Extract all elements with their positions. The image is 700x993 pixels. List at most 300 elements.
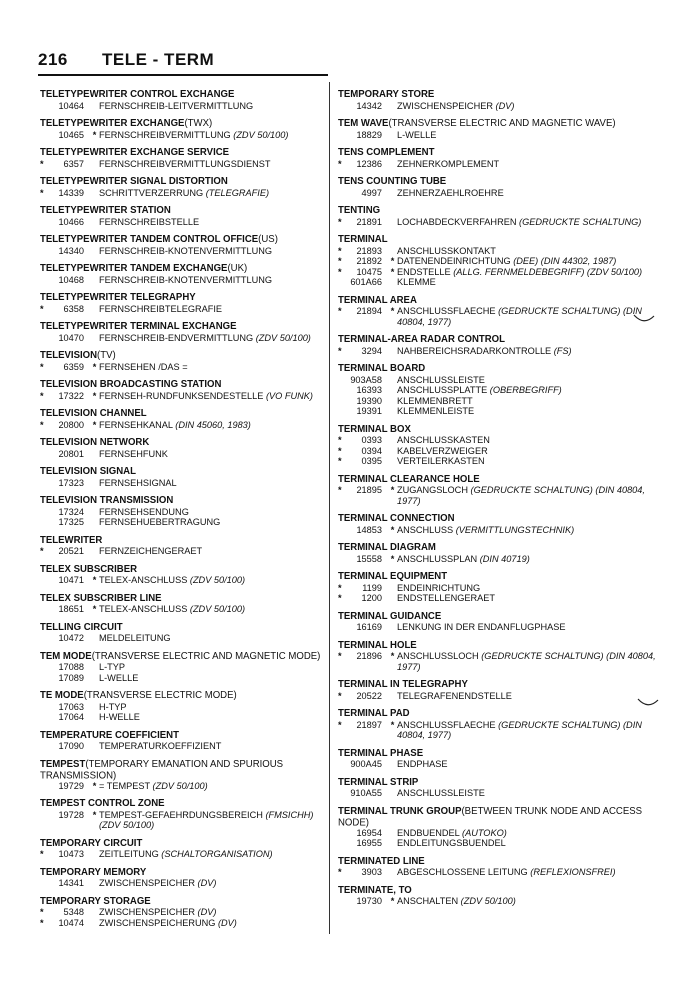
term-number: 10472 xyxy=(58,633,84,643)
headword-text: TELEVISION TRANSMISSION xyxy=(40,494,174,507)
translation-row xyxy=(338,188,660,199)
asterisk-marker xyxy=(388,277,397,288)
entry-headword xyxy=(338,885,660,896)
german-term-text: ANSCHLUSSPLATTE xyxy=(397,385,488,395)
german-term xyxy=(99,275,322,286)
headword-text: TEMPEST xyxy=(40,757,86,770)
star-marker: * xyxy=(338,867,342,877)
translation-row xyxy=(338,554,660,565)
translation-row xyxy=(40,449,322,460)
asterisk-marker xyxy=(90,702,99,713)
german-term xyxy=(99,741,322,752)
translation-row xyxy=(338,691,660,702)
dictionary-entry xyxy=(338,148,660,169)
asterisk-marker: * xyxy=(390,651,395,661)
term-number: 16169 xyxy=(356,622,382,632)
headword-text: TELEVISION BROADCASTING STATION xyxy=(40,378,222,391)
german-term-text: ANSCHLUSSPLAN xyxy=(397,553,478,564)
term-note: (AUTOKO) xyxy=(462,827,507,838)
german-term xyxy=(99,362,322,373)
term-note: (ZDV 50/100) xyxy=(152,780,208,791)
star-marker: * xyxy=(338,245,342,256)
asterisk-marker xyxy=(90,633,99,644)
german-term xyxy=(397,435,660,446)
german-term-text: TEMPEST-GEFAEHRDUNGSBEREICH xyxy=(99,809,263,820)
german-term xyxy=(397,306,660,327)
star-marker: * xyxy=(338,256,342,266)
term-number: 17063 xyxy=(58,701,84,712)
german-term-text: = TEMPEST xyxy=(99,780,150,791)
translation-row xyxy=(40,275,322,286)
term-note: (FMSICHH) (ZDV 50/100) xyxy=(99,809,314,830)
headword-text: TEM MODE xyxy=(40,650,92,662)
headword-text: TEMPORARY STORAGE xyxy=(40,895,151,907)
entry-headword xyxy=(40,293,322,304)
translation-row xyxy=(338,838,660,849)
dictionary-entry xyxy=(40,652,322,684)
term-number: 10473 xyxy=(58,849,84,859)
german-term-text: L-TYP xyxy=(99,662,126,672)
german-term-text: L-WELLE xyxy=(397,129,437,140)
term-number: 3903 xyxy=(361,867,382,877)
german-term-text: ANSCHALTEN xyxy=(397,896,459,906)
translation-row xyxy=(338,485,660,506)
german-term xyxy=(397,375,660,386)
german-term xyxy=(99,907,322,918)
german-term-text: LOCHABDECKVERFAHREN xyxy=(397,216,517,227)
dictionary-entry xyxy=(40,438,322,459)
german-term-text: FERNSCHREIB-ENDVERMITTLUNG xyxy=(99,332,254,343)
german-term-text: ZEHNERZAEHLROEHRE xyxy=(397,187,504,198)
star-marker xyxy=(40,101,52,112)
translation-row xyxy=(338,277,660,288)
german-term-text: FERNSEH-RUNDFUNKSENDESTELLE xyxy=(99,390,264,401)
translation-row xyxy=(40,575,322,586)
asterisk-marker: * xyxy=(390,485,395,495)
entry-headword xyxy=(338,856,660,867)
entry-headword xyxy=(40,90,322,101)
term-number: 1200 xyxy=(361,593,382,603)
asterisk-marker xyxy=(388,101,397,112)
asterisk-marker xyxy=(90,449,99,460)
star-marker xyxy=(40,246,52,257)
term-number: 1199 xyxy=(362,582,382,593)
dictionary-entry xyxy=(338,296,660,328)
headword-note: (TRANSVERSE ELECTRIC AND MAGNETIC MODE) xyxy=(91,650,321,662)
term-number: 21894 xyxy=(356,306,382,316)
term-number: 19730 xyxy=(356,896,382,906)
header-rule xyxy=(38,74,328,76)
star-marker xyxy=(40,662,52,673)
translation-row xyxy=(40,333,322,344)
headword-text: TELETYPEWRITER CONTROL EXCHANGE xyxy=(40,88,235,101)
star-marker xyxy=(338,396,350,407)
star-marker: * xyxy=(338,690,342,701)
german-term-text: ZEHNERKOMPLEMENT xyxy=(397,158,500,169)
german-term-text: SCHRITTVERZERRUNG xyxy=(99,187,204,198)
translation-row xyxy=(40,604,322,615)
term-note: (DEE) (DIN 44302, 1987) xyxy=(513,256,617,266)
star-marker: * xyxy=(338,158,342,169)
term-number: 3294 xyxy=(361,345,382,356)
german-term-text: FERNSCHREIB-LEITVERMITTLUNG xyxy=(99,100,254,111)
term-number: 903A58 xyxy=(350,374,382,385)
dictionary-entry xyxy=(338,612,660,633)
asterisk-marker xyxy=(90,304,99,315)
asterisk-marker xyxy=(388,828,397,839)
term-number: 18651 xyxy=(58,604,84,614)
term-number: 6357 xyxy=(63,158,84,169)
dictionary-entry xyxy=(338,425,660,467)
asterisk-marker xyxy=(90,507,99,518)
german-term xyxy=(99,702,322,713)
entry-headword xyxy=(338,514,660,525)
entry-headword xyxy=(40,622,322,633)
star-marker: * xyxy=(338,345,342,356)
term-note: (GEDRUCKTE SCHALTUNG) xyxy=(519,216,642,227)
star-marker xyxy=(40,878,52,889)
term-note: (DV) xyxy=(495,100,515,111)
dictionary-entry xyxy=(338,680,660,701)
entry-headword xyxy=(40,759,322,781)
star-marker xyxy=(40,810,52,831)
asterisk-marker: * xyxy=(92,809,97,820)
asterisk-marker xyxy=(388,446,397,457)
translation-row xyxy=(338,593,660,604)
dictionary-entry xyxy=(338,641,660,673)
margin-mark-icon xyxy=(636,696,660,710)
term-note: (TELEGRAFIE) xyxy=(205,187,270,198)
german-term-text: FERNSCHREIBSTELLE xyxy=(99,216,200,227)
star-marker: * xyxy=(338,593,342,603)
asterisk-marker: * xyxy=(390,256,395,266)
translation-row xyxy=(40,507,322,518)
star-marker xyxy=(40,478,52,489)
star-marker xyxy=(338,554,350,565)
headword-text: TERMINAL BOX xyxy=(338,423,411,435)
translation-row xyxy=(338,828,660,839)
entry-headword xyxy=(40,467,322,478)
headword-text: TELEX SUBSCRIBER LINE xyxy=(40,592,162,604)
star-marker: * xyxy=(40,917,44,928)
term-number: 17325 xyxy=(58,517,84,527)
dictionary-entry xyxy=(338,475,660,507)
german-term xyxy=(397,256,660,267)
entry-headword xyxy=(338,335,660,346)
german-term-text: ANSCHLUSSFLAECHE xyxy=(397,719,496,730)
term-note: (FS) xyxy=(553,345,572,356)
dictionary-entry xyxy=(338,857,660,878)
entry-headword xyxy=(40,651,322,662)
entry-headword xyxy=(40,119,322,130)
headword-text: TERMINATE, TO xyxy=(338,884,412,896)
entry-headword xyxy=(338,177,660,188)
term-number: 10474 xyxy=(58,917,84,928)
term-number: 21893 xyxy=(356,245,382,256)
german-term xyxy=(397,838,660,849)
asterisk-marker xyxy=(388,396,397,407)
german-term xyxy=(397,446,660,457)
translation-row xyxy=(338,651,660,672)
german-term-text: TELEX-ANSCHLUSS xyxy=(99,575,188,585)
asterisk-marker xyxy=(388,375,397,386)
entry-headword xyxy=(40,496,322,507)
headword-text: TERMINAL STRIP xyxy=(338,776,419,788)
german-term xyxy=(397,456,660,467)
star-marker xyxy=(40,217,52,228)
star-marker: * xyxy=(40,419,44,430)
star-marker xyxy=(338,525,350,536)
asterisk-marker: * xyxy=(92,361,97,372)
translation-row xyxy=(338,267,660,278)
dictionary-entry xyxy=(40,594,322,615)
star-marker xyxy=(338,838,350,849)
translation-row xyxy=(338,385,660,396)
term-number: 16955 xyxy=(356,838,382,848)
asterisk-marker xyxy=(388,456,397,467)
star-marker: * xyxy=(338,435,342,445)
star-marker xyxy=(338,101,350,112)
headword-text: TERMINATED LINE xyxy=(338,855,425,867)
german-term xyxy=(397,759,660,770)
german-term-text: ABGESCHLOSSENE LEITUNG xyxy=(397,867,528,877)
column-divider xyxy=(329,82,330,934)
translation-row xyxy=(40,517,322,528)
star-marker xyxy=(40,781,52,792)
headword-text: TELEVISION CHANNEL xyxy=(40,407,147,420)
headword-text: TERMINAL PHASE xyxy=(338,747,424,759)
entry-headword xyxy=(40,867,322,878)
translation-row xyxy=(40,633,322,644)
german-term xyxy=(397,101,660,112)
dictionary-entry xyxy=(40,148,322,169)
right-column xyxy=(338,90,660,915)
term-note: (DIN 40719) xyxy=(479,553,530,564)
entry-headword xyxy=(40,351,322,362)
term-number: 5348 xyxy=(63,907,84,917)
dictionary-entry xyxy=(40,623,322,644)
entry-headword xyxy=(338,364,660,375)
translation-row xyxy=(338,583,660,594)
headword-text: TELEVISION SIGNAL xyxy=(40,465,136,478)
dictionary-entry xyxy=(40,409,322,430)
entry-headword xyxy=(40,148,322,159)
german-term-text: TELEX-ANSCHLUSS xyxy=(99,604,188,614)
german-term xyxy=(99,333,322,344)
german-term-text: ZEITLEITUNG xyxy=(99,849,159,859)
star-marker: * xyxy=(40,158,44,169)
entry-headword xyxy=(338,235,660,246)
translation-row xyxy=(40,101,322,112)
dictionary-entry xyxy=(338,514,660,535)
headword-text: TELEWRITER xyxy=(40,534,103,546)
term-number: 14342 xyxy=(356,100,382,111)
asterisk-marker xyxy=(388,406,397,417)
german-term xyxy=(99,391,322,402)
asterisk-marker xyxy=(90,246,99,257)
star-marker: * xyxy=(338,216,342,227)
german-term-text: ENDPHASE xyxy=(397,759,448,769)
translation-row xyxy=(40,702,322,713)
entry-headword xyxy=(40,206,322,217)
asterisk-marker xyxy=(388,246,397,257)
entry-headword xyxy=(40,535,322,546)
german-term xyxy=(397,406,660,417)
term-number: 14853 xyxy=(356,524,382,535)
asterisk-marker xyxy=(90,517,99,528)
german-term-text: VERTEILERKASTEN xyxy=(397,456,485,466)
entry-headword xyxy=(338,709,660,720)
entry-headword xyxy=(40,177,322,188)
asterisk-marker xyxy=(388,188,397,199)
dictionary-entry xyxy=(40,467,322,488)
german-term xyxy=(397,583,660,594)
headword-text: TELETYPEWRITER SIGNAL DISTORTION xyxy=(40,175,228,188)
german-term-text: FERNZEICHENGERAET xyxy=(99,546,203,556)
german-term-text: KLEMMENBRETT xyxy=(397,395,473,406)
asterisk-marker xyxy=(90,662,99,673)
asterisk-marker: * xyxy=(92,780,97,791)
translation-row xyxy=(338,446,660,457)
entry-headword xyxy=(338,543,660,554)
term-number: 14340 xyxy=(58,245,84,256)
asterisk-marker: * xyxy=(92,575,97,585)
term-number: 14341 xyxy=(58,878,84,888)
german-term xyxy=(99,420,322,431)
star-marker xyxy=(338,188,350,199)
asterisk-marker xyxy=(90,741,99,752)
entry-headword xyxy=(40,730,322,741)
headword-text: TERMINAL TRUNK GROUP xyxy=(338,804,462,817)
asterisk-marker xyxy=(90,546,99,557)
term-number: 6358 xyxy=(63,303,84,314)
star-marker xyxy=(40,449,52,460)
german-term xyxy=(397,246,660,257)
star-marker xyxy=(338,759,350,770)
german-term xyxy=(397,277,660,288)
term-number: 20521 xyxy=(58,546,84,556)
entry-headword xyxy=(40,322,322,333)
term-number: 17324 xyxy=(58,506,84,517)
term-note: (ZDV 50/100) xyxy=(233,129,289,140)
headword-text: TE MODE xyxy=(40,689,84,702)
german-term xyxy=(99,449,322,460)
german-term-text: L-WELLE xyxy=(99,672,139,683)
term-number: 15558 xyxy=(356,553,382,564)
dictionary-entry xyxy=(40,731,322,752)
german-term xyxy=(99,101,322,112)
headword-note: (BETWEEN TRUNK NODE AND ACCESS NODE) xyxy=(338,804,643,828)
translation-row xyxy=(40,478,322,489)
star-marker: * xyxy=(338,651,342,661)
star-marker: * xyxy=(40,546,44,556)
dictionary-entry xyxy=(40,119,322,140)
translation-row xyxy=(40,130,322,141)
headword-note: (US) xyxy=(258,233,278,246)
german-term-text: ENDSTELLE xyxy=(397,266,451,277)
headword-note: (TRANSVERSE ELECTRIC AND MAGNETIC WAVE) xyxy=(388,117,616,130)
translation-row xyxy=(338,346,660,357)
star-marker xyxy=(40,575,52,586)
german-term xyxy=(397,788,660,799)
german-term xyxy=(397,130,660,141)
german-term-text: LENKUNG IN DER ENDANFLUGPHASE xyxy=(397,622,566,632)
asterisk-marker xyxy=(388,159,397,170)
dictionary-entry xyxy=(40,839,322,860)
german-term xyxy=(397,720,660,741)
translation-row xyxy=(40,918,322,929)
translation-row xyxy=(40,810,322,831)
german-term-text: ANSCHLUSS xyxy=(397,524,454,535)
star-marker xyxy=(338,130,350,141)
german-term xyxy=(99,673,322,684)
headword-note: (UK) xyxy=(227,262,248,275)
dictionary-entry xyxy=(40,691,322,723)
term-number: 10471 xyxy=(58,575,84,585)
translation-row xyxy=(338,159,660,170)
german-term-text: FERNSEHFUNK xyxy=(99,448,168,459)
entry-headword xyxy=(40,409,322,420)
dictionary-entry xyxy=(40,868,322,889)
headword-text: TEMPORARY MEMORY xyxy=(40,866,147,878)
asterisk-marker: * xyxy=(92,604,97,614)
dictionary-entry xyxy=(338,778,660,799)
term-number: 19391 xyxy=(356,406,382,416)
translation-row xyxy=(338,101,660,112)
term-number: 17323 xyxy=(58,477,84,488)
dictionary-entry xyxy=(40,536,322,557)
headword-text: TELLING CIRCUIT xyxy=(40,621,123,633)
star-marker xyxy=(40,275,52,286)
term-note: (DIN 45060, 1983) xyxy=(175,419,251,430)
headword-text: TERMINAL CONNECTION xyxy=(338,512,455,525)
asterisk-marker xyxy=(388,346,397,357)
term-number: 4997 xyxy=(361,187,382,198)
dictionary-entry xyxy=(40,565,322,586)
star-marker: * xyxy=(40,907,44,917)
star-marker xyxy=(338,828,350,839)
asterisk-marker: * xyxy=(390,524,395,535)
star-marker: * xyxy=(338,582,342,593)
german-term-text: MELDELEITUNG xyxy=(99,633,171,643)
dictionary-entry xyxy=(40,757,322,792)
dictionary-entry xyxy=(338,364,660,417)
star-marker: * xyxy=(338,306,342,316)
asterisk-marker xyxy=(388,867,397,878)
german-term-text: ENDBUENDEL xyxy=(397,827,460,838)
german-term xyxy=(397,159,660,170)
headword-text: TELETYPEWRITER TERMINAL EXCHANGE xyxy=(40,320,237,333)
german-term-text: ENDEINRICHTUNG xyxy=(397,582,481,593)
headword-text: TERMINAL DIAGRAM xyxy=(338,541,436,554)
dictionary-entry xyxy=(40,496,322,528)
asterisk-marker xyxy=(388,435,397,446)
translation-row xyxy=(40,673,322,684)
translation-row xyxy=(40,741,322,752)
term-number: 18829 xyxy=(356,129,382,140)
asterisk-marker xyxy=(90,275,99,286)
german-term-text: KLEMMENLEISTE xyxy=(397,406,475,416)
term-number: 910A55 xyxy=(350,788,382,798)
german-term-text: ZWISCHENSPEICHER xyxy=(397,100,493,111)
translation-row xyxy=(338,759,660,770)
term-number: 20801 xyxy=(58,448,84,459)
term-number: 17088 xyxy=(58,662,84,672)
translation-row xyxy=(338,406,660,417)
german-term-text: FERNSEHUEBERTRAGUNG xyxy=(99,517,221,527)
asterisk-marker: * xyxy=(92,390,97,401)
asterisk-marker xyxy=(90,217,99,228)
